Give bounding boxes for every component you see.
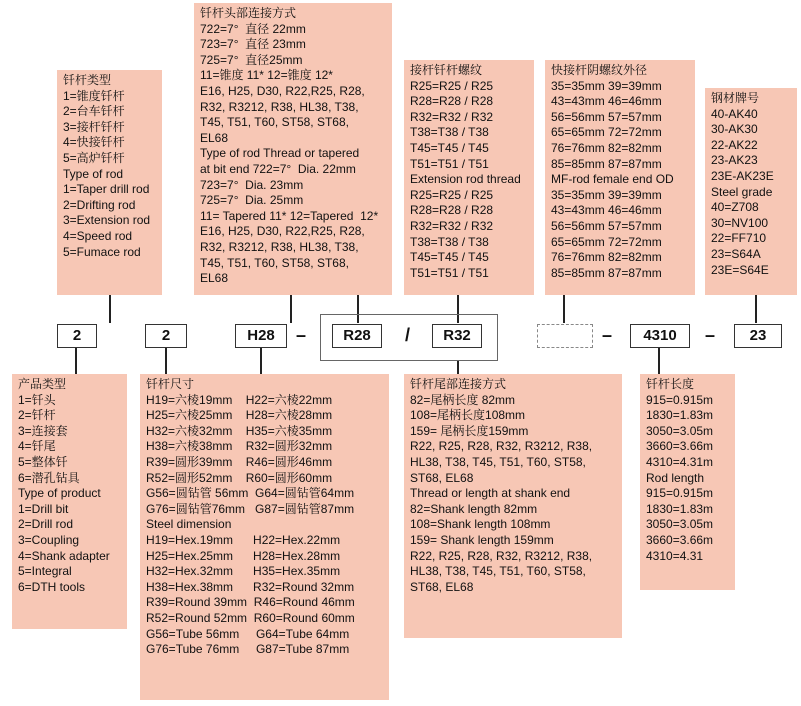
panel-line: G56=圆钻管 56mm G64=圆钻管64mm [146, 486, 355, 501]
panel-line: ST68, EL68 [410, 579, 474, 594]
panel-line: R52=Round 52mm R60=Round 60mm [146, 610, 355, 625]
panel-line: 43=43mm 46=46mm [551, 203, 662, 218]
panel-line: T51=T51 / T51 [410, 265, 489, 280]
panel-line: 4=Shank adapter [18, 548, 110, 563]
panel-line: 1830=1.83m [646, 408, 714, 423]
panel-line: R32=R32 / R32 [410, 109, 494, 124]
panel-line: H32=六棱32mm H35=六棱35mm [146, 423, 333, 438]
panel-line: 43=43mm 46=46mm [551, 94, 662, 109]
panel-line: R22, R25, R28, R32, R3212, R38, [410, 548, 593, 563]
panel-line: R32, R3212, R38, HL38, T38, [200, 99, 359, 114]
code-shank-thread: R32 [432, 324, 482, 348]
panel-line: 82=尾柄长度 82mm [410, 392, 516, 407]
connector-line [75, 347, 77, 374]
separator-dash: – [296, 325, 307, 345]
panel-line: 65=65mm 72=72mm [551, 234, 662, 249]
panel-line: 6=DTH tools [18, 579, 86, 594]
panel-line: 钎杆尺寸 [146, 377, 195, 391]
panel-line: 2=Drill rod [18, 517, 74, 532]
panel-line: Steel dimension [146, 517, 232, 532]
connector-line [290, 295, 292, 323]
panel-line: 5=Integral [18, 564, 72, 579]
panel-line: 915=0.915m [646, 486, 714, 501]
panel-line: 4=快接钎杆 [63, 135, 125, 150]
panel-line: 2=Drifting rod [63, 197, 136, 212]
panel-line: 40=Z708 [711, 200, 759, 215]
panel-line: H19=六棱19mm H22=六棱22mm [146, 392, 333, 407]
panel-line: H38=Hex.38mm R32=Round 32mm [146, 579, 355, 594]
panel-line: 5=Fumace rod [63, 244, 141, 259]
panel-line: 11= Tapered 11* 12=Tapered 12* [200, 208, 379, 223]
panel-line: 3050=3.05m [646, 423, 714, 438]
panel-line: 725=7° Dia. 25mm [200, 193, 304, 208]
panel-line: 钎杆尾部连接方式 [410, 377, 507, 391]
panel-line: 3=连接套 [18, 423, 68, 438]
panel-line: R22, R25, R28, R32, R3212, R38, [410, 439, 593, 454]
panel-line: G76=圆钻管76mm G87=圆钻管87mm [146, 501, 355, 516]
panel-line: 11=锥度 11* 12=锥度 12* [200, 68, 333, 83]
panel-line: 30=NV100 [711, 215, 769, 230]
connector-line [755, 295, 757, 323]
panel-line: 159= 尾柄长度159mm [410, 423, 529, 438]
panel-line: 3660=3.66m [646, 439, 714, 454]
panel-line: 35=35mm 39=39mm [551, 187, 662, 202]
panel-line: 5=高炉钎杆 [63, 150, 125, 165]
panel-line: 钎杆类型 [63, 73, 112, 87]
panel-line: T45=T45 / T45 [410, 250, 489, 265]
connector-line [658, 347, 660, 374]
panel-line: 30-AK30 [711, 122, 758, 137]
panel-line: Thread or length at shank end [410, 486, 571, 501]
panel-line: 1=钎头 [18, 392, 56, 407]
panel-line: 76=76mm 82=82mm [551, 250, 662, 265]
panel-line: R25=R25 / R25 [410, 78, 494, 93]
panel-line: 5=整体钎 [18, 454, 68, 469]
connector-line [457, 360, 459, 374]
panel-line: 56=56mm 57=57mm [551, 109, 662, 124]
product-type-bottom-panel [12, 374, 127, 629]
panel-line: R25=R25 / R25 [410, 187, 494, 202]
panel-line: 108=Shank length 108mm [410, 517, 551, 532]
panel-line: 6=潜孔钻具 [18, 470, 80, 485]
panel-line: 35=35mm 39=39mm [551, 78, 662, 93]
code-head-thread: R28 [332, 324, 382, 348]
panel-line: T51=T51 / T51 [410, 156, 489, 171]
panel-line: 1=Taper drill rod [63, 182, 150, 197]
panel-line: HL38, T38, T45, T51, T60, ST58, [410, 564, 586, 579]
panel-line: EL68 [200, 130, 229, 145]
panel-line: 3=Extension rod [63, 213, 151, 228]
panel-line: G76=Tube 76mm G87=Tube 87mm [146, 642, 350, 657]
connector-line [260, 347, 262, 374]
head-connection-panel [194, 3, 392, 295]
panel-line: R28=R28 / R28 [410, 94, 494, 109]
panel-line: 快接杆阴螺纹外径 [551, 63, 648, 77]
panel-line: T45, T51, T60, ST58, ST68, [200, 115, 349, 130]
panel-line: R52=圆形52mm R60=圆形60mm [146, 470, 333, 485]
panel-line: T38=T38 / T38 [410, 125, 489, 140]
panel-line: 725=7° 直径25mm [200, 52, 303, 67]
panel-line: 23=S64A [711, 246, 761, 261]
steel-grade-panel [705, 88, 797, 295]
separator-slash: / [405, 325, 411, 345]
panel-line: R39=圆形39mm R46=圆形46mm [146, 454, 333, 469]
panel-line: 76=76mm 82=82mm [551, 140, 662, 155]
panel-line: Extension rod thread [410, 172, 521, 187]
rod-size-panel [140, 374, 389, 700]
panel-line: 722=7° 直径 22mm [200, 21, 306, 36]
code-rod-type: 2 [145, 324, 187, 348]
panel-line: R39=Round 39mm R46=Round 46mm [146, 595, 355, 610]
product-type-top-panel [57, 70, 162, 295]
code-rod-size: H28 [235, 324, 287, 348]
panel-line: 22-AK22 [711, 137, 758, 152]
panel-line: 82=Shank length 82mm [410, 501, 538, 516]
panel-line: 3050=3.05m [646, 517, 714, 532]
rod-length-panel [640, 374, 735, 590]
panel-line: H38=六棱38mm R32=圆形32mm [146, 439, 333, 454]
panel-line: 159= Shank length 159mm [410, 532, 554, 547]
panel-line: Rod length [646, 470, 705, 485]
panel-line: T45=T45 / T45 [410, 140, 489, 155]
panel-line: 2=钎杆 [18, 408, 56, 423]
panel-line: 723=7° 直径 23mm [200, 37, 306, 52]
panel-line: HL38, T38, T45, T51, T60, ST58, [410, 454, 586, 469]
panel-line: E16, H25, D30, R22,R25, R28, [200, 224, 365, 239]
connector-line [165, 347, 167, 374]
panel-line: T45, T51, T60, ST58, ST68, [200, 255, 349, 270]
panel-line: H19=Hex.19mm H22=Hex.22mm [146, 532, 341, 547]
panel-line: T38=T38 / T38 [410, 234, 489, 249]
panel-line: 23E=S64E [711, 262, 769, 277]
panel-line: 56=56mm 57=57mm [551, 218, 662, 233]
panel-line: at bit end 722=7° Dia. 22mm [200, 161, 356, 176]
panel-line: 3=接杆钎杆 [63, 119, 125, 134]
panel-line: 钎杆头部连接方式 [200, 6, 297, 20]
connector-line [563, 295, 565, 323]
quick-female-panel [545, 60, 695, 295]
panel-line: 4=Speed rod [63, 228, 133, 243]
panel-line: 4310=4.31 [646, 548, 704, 563]
separator-dash: – [602, 325, 613, 345]
extension-thread-panel [404, 60, 534, 295]
panel-line: 723=7° Dia. 23mm [200, 177, 304, 192]
panel-line: 接杆钎杆螺纹 [410, 63, 483, 77]
panel-line: Type of rod [63, 166, 124, 181]
panel-line: 65=65mm 72=72mm [551, 125, 662, 140]
panel-line: E16, H25, D30, R22,R25, R28, [200, 83, 365, 98]
panel-line: 85=85mm 87=87mm [551, 265, 662, 280]
panel-line: Steel grade [711, 184, 773, 199]
panel-line: R32=R32 / R32 [410, 218, 494, 233]
panel-line: ST68, EL68 [410, 470, 474, 485]
panel-line: 4310=4.31m [646, 454, 714, 469]
panel-line: 4=钎尾 [18, 439, 56, 454]
code-steel-grade: 23 [734, 324, 782, 348]
code-rod-length: 4310 [630, 324, 690, 348]
panel-line: 钎杆长度 [646, 377, 695, 391]
panel-line: 3=Coupling [18, 532, 80, 547]
panel-line: 2=台车钎杆 [63, 104, 125, 119]
code-product-type: 2 [57, 324, 97, 348]
code-optional-placeholder [537, 324, 593, 348]
panel-line: EL68 [200, 271, 229, 286]
panel-line: 23E-AK23E [711, 168, 774, 183]
panel-line: 22=FF710 [711, 231, 767, 246]
panel-line: H25=六棱25mm H28=六棱28mm [146, 408, 333, 423]
panel-line: 1=锥度钎杆 [63, 88, 125, 103]
panel-line: 108=尾柄长度108mm [410, 408, 526, 423]
connector-line [109, 295, 111, 323]
separator-dash: – [705, 325, 716, 345]
panel-line: 钢材牌号 [711, 91, 760, 105]
panel-line: MF-rod female end OD [551, 172, 674, 187]
panel-line: 1=Drill bit [18, 501, 69, 516]
shank-connection-panel [404, 374, 622, 638]
panel-line: 产品类型 [18, 377, 67, 391]
panel-line: H32=Hex.32mm H35=Hex.35mm [146, 564, 341, 579]
panel-line: G56=Tube 56mm G64=Tube 64mm [146, 626, 350, 641]
panel-line: R28=R28 / R28 [410, 203, 494, 218]
panel-line: 23-AK23 [711, 153, 758, 168]
panel-line: 3660=3.66m [646, 532, 714, 547]
panel-line: 85=85mm 87=87mm [551, 156, 662, 171]
panel-line: H25=Hex.25mm H28=Hex.28mm [146, 548, 341, 563]
panel-line: 915=0.915m [646, 392, 714, 407]
panel-line: Type of rod Thread or tapered [200, 146, 360, 161]
panel-line: R32, R3212, R38, HL38, T38, [200, 239, 359, 254]
panel-line: 1830=1.83m [646, 501, 714, 516]
panel-line: 40-AK40 [711, 106, 758, 121]
panel-line: Type of product [18, 486, 101, 501]
